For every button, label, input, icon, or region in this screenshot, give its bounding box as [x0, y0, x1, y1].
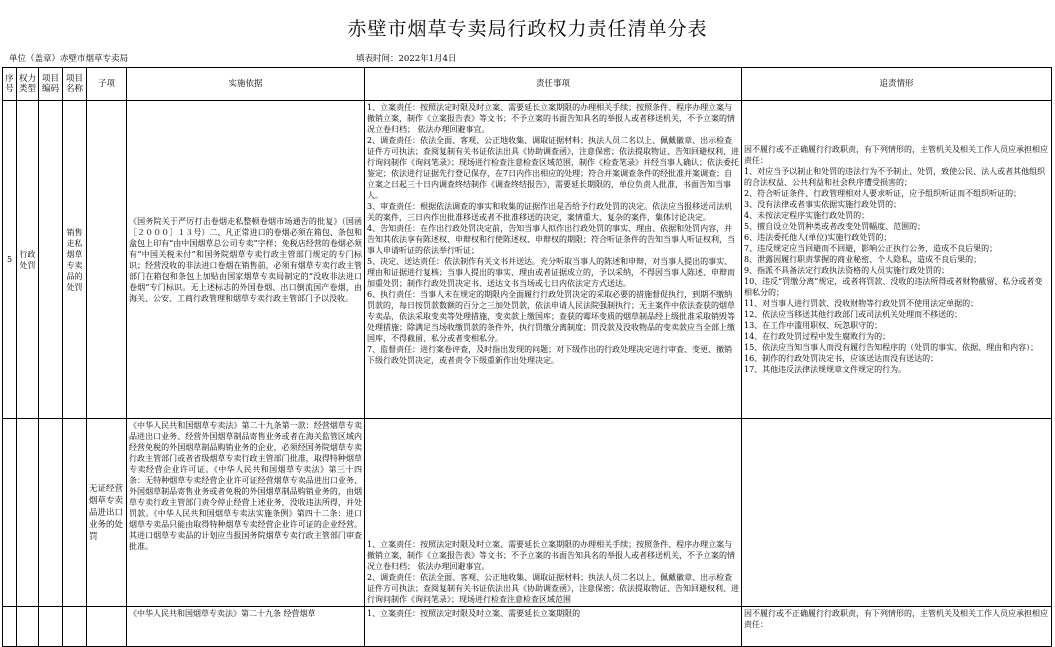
row-sub-item [87, 101, 127, 419]
row-basis: 《国务院关于严厉打击卷烟走私整顿卷烟市场通告的批复》（国函［２０００］１３号）二、凡正常进口的卷烟必须在箱包、条包和盒包上印有“由中国烟草总公司专卖”字样；免税店经营的卷烟必须有“中国关税未付”和国务院烟草专卖行政主管部门规定的专门标识；经营没收的非法进口卷烟在销售前，必须有烟草专卖行政主管部门在箱包和条包上加贴由国家烟草专卖局制定的“没收非法进口卷烟”专门标识。无上述标志的外国卷烟、出口倒流国产卷烟，由海关、公安、工商行政管理和烟草专卖行政主管部门予以没收。 [127, 101, 365, 419]
row-basis: 《中华人民共和国烟草专卖法》第二十九条 经营烟草 [127, 607, 365, 647]
date-label: 填表时间：2022年1月4日 [356, 54, 457, 64]
header-sub-item: 子项 [87, 68, 127, 101]
row-seq [3, 607, 17, 647]
table-row [3, 101, 1052, 419]
row-sub-item: 无证经营烟草专卖品进出口业务的处罚 [87, 419, 127, 607]
header-item-code: 项目编码 [39, 68, 63, 101]
table-row [3, 419, 1052, 607]
row-seq: 5 [3, 101, 17, 419]
header-basis: 实施依据 [127, 68, 365, 101]
row-item-name: 销售走私烟草专卖品的处罚 [63, 101, 87, 419]
duty-item: 1、立案责任：按照法定时限及时立案、需要延长立案期限的办理相关手续；按照条件、程序办理立案与撤销立案，制作《立案报告表》等文书；不予立案的书面告知具名的举报人或者移送机关，不予立案的情况立卷归档； 依法办理回避事宜。 [367, 103, 735, 134]
accountability-item: 10、违反“罚缴分离”规定，或者将罚款、没收的违法所得或者财物截留、私分或者变相私分的； [744, 277, 1043, 297]
duty-item: 2、调查责任：依法全面、客观、公正地收集、调取证据材料；执法人员二名以上、佩戴徽章、出示检查证件方可执法；查阅复制有关书证依法出具《协助调查函》，注意保密；依法提取物证、告知回避权利、进行询问制作《询问笔录》；现场进行检查注意检查区域范围 [367, 573, 739, 604]
header-accountability: 追责情形 [742, 68, 1052, 101]
row-sub-item [87, 607, 127, 647]
accountability-item: 12、依法应当移送其他行政部门或司法机关处理而不移送的； [744, 310, 963, 319]
row-accountability [742, 101, 1052, 419]
row-duties [365, 101, 742, 419]
duty-item: 6、执行责任：当事人未在规定的期限内全面履行行政处罚决定的采取必要的措施督促执行，到期不缴纳罚款的，每日按罚款数额的百分之三加处罚款，依法申请人民法院强制执行；无主案件中依法查获的烟草专卖品，依法采取变卖等处理措施，变卖款上缴国库；查获的霉坏变质的烟草制品经上级批准采取销毁等处理措施；除满足当场收缴罚款的条件外，执行罚缴分离制度；罚没款及没收物品的变卖款应当全部上缴国库，不得截留、私分或者变相私分。 [367, 290, 735, 343]
row-item-name [63, 607, 87, 647]
accountability-item: 13、在工作中滥用职权、玩忽职守的； [744, 321, 883, 330]
header-power-type: 权力类型 [17, 68, 39, 101]
row-power-type [17, 419, 39, 607]
header-row [3, 68, 1052, 101]
row-duties: 1、立案责任：按照法定时限及时立案、需要延长立案期限的 [365, 607, 742, 647]
row-seq [3, 419, 17, 607]
row-accountability [742, 419, 1052, 607]
row-item-code [39, 101, 63, 419]
row-power-type: 行政处罚 [17, 101, 39, 419]
accountability-item: 9、指派不具备法定行政执法资格的人员实施行政处罚的； [744, 266, 950, 275]
accountability-item: 8、泄露因履行职责掌握的商业秘密、个人隐私，造成不良后果的； [744, 255, 982, 264]
duty-item: 4、告知责任：在作出行政处罚决定前，告知当事人拟作出行政处罚的事实、理由、依据和处罚内容，并告知其依法享有陈述权、申辩权和行使陈述权、申辩权的期限；符合听证条件的告知当事人听证权利，当事人申请听证的依法举行听证； [367, 224, 735, 255]
row-basis: 《中华人民共和国烟草专卖法》第二十九条第一款：经营烟草专卖品进出口业务、经营外国烟草制品寄售业务或者在海关监管区域内经营免税的外国烟草制品购销业务的企业，必须经国务院烟草专卖行政主管部门或者省级烟草专卖行政主管部门批准，取得特种烟草专卖经营企业许可证。《中华人民共和国烟草专卖法》第三十四条：无特种烟草专卖经营企业许可证经营烟草专卖品进出口业务、外国烟草制品寄售业务或者免税的外国烟草制品购销业务的，由烟草专卖行政主管部门责令停止经营上述业务，没收违法所得，并处罚款。《中华人民共和国烟草专卖法实施条例》第四十二条：进口烟草专卖品只能由取得特种烟草专卖经营企业许可证的企业经营。其进口烟草专卖品的计划应当报国务院烟草专卖行政主管部门审查批准。 [127, 419, 365, 607]
duty-item: 1、立案责任：按照法定时限及时立案、需要延长立案期限的办理相关手续；按照条件、程序办理立案与撤销立案，制作《立案报告表》等文书；不予立案的书面告知具名的举报人或者移送机关，不予立案的情况立卷归档； 依法办理回避事宜。 [367, 540, 735, 571]
accountability-item: 3、没有法律或者事实依据实施行政处罚的； [744, 200, 902, 209]
row-duties [365, 419, 742, 607]
duty-item: 3、审查责任：根据依法调查的事实和收集的证据作出是否给予行政处罚的决定。依法应当报移送司法机关的案件，三日内作出批准移送或者不批准移送的决定，案情重大、复杂的案件，集体讨论决定。 [367, 202, 733, 222]
accountability-item: 14、在行政处罚过程中发生腐败行为的； [744, 332, 891, 341]
accountability-item: 5、擅自设立处罚种类或者改变处罚幅度、范围的； [744, 222, 926, 231]
document-title: 赤壁市烟草专卖局行政权力责任清单分表 [347, 18, 708, 40]
table-row [3, 607, 1052, 647]
accountability-item: 2、符合听证条件、行政管理相对人要求听证，应予组织听证而不组织听证的； [744, 189, 1022, 198]
header-seq: 序号 [3, 68, 17, 101]
row-item-code [39, 419, 63, 607]
duty-item: 2、调查责任：依法全面、客观、公正地收集、调取证据材料；执法人员二名以上、佩戴徽章、出示检查证件方可执法；查阅复制有关书证依法出具《协助调查函》，注意保密；依法提取物证、告知回避权利、进行询问制作《询问笔录》；现场进行检查注意检查区域范围，制作《检查笔录》并经当事人确认；依法委托鉴定；依法进行证据先行登记保存，在7日内作出相应的处理；符合并案调查条件的经批准并案调查；自立案之日起三十日内调查终结制作《调查终结报告》，需要延长期限的，单位负责人批准，书面告知当事人。 [367, 136, 739, 200]
accountability-item: 1、对应当予以制止和处罚的违法行为不予制止、处罚，致使公民、法人或者其他组织的合法权益、公共利益和社会秩序遭受损害的； [744, 167, 1046, 187]
duty-item: 7、监督责任：进行案卷评查，及时指出发现的问题；对下级作出的行政处理决定进行审查、变更、撤销下级行政处罚决定，或者责令下级重新作出处理决定。 [367, 345, 733, 365]
duty-item: 5、决定、送达责任：依法制作有关文书并送达。充分听取当事人的陈述和申辩，对当事人提出的事实、理由和证据进行复核；当事人提出的事实、理由或者证据成立的，予以采纳，不得因当事人陈述、申辩而加重处罚；制作行政处罚决定书、送达文书当场或七日内依法定方式送达。 [367, 257, 735, 288]
accountability-item: 4、未按法定程序实施行政处罚的； [744, 211, 870, 220]
accountability-item: 因不履行或不正确履行行政职责，有下列情形的，主管机关及相关工作人员应承担相应责任： [744, 145, 1048, 165]
unit-label: 单位（盖章）赤壁市烟草专卖局 [9, 54, 129, 64]
accountability-item: 16、制作的行政处罚决定书，应该送达而没有送达的； [744, 354, 939, 363]
header-duties: 责任事项 [365, 68, 742, 101]
header-item-name: 项目名称 [63, 68, 87, 101]
accountability-item: 17、其他违反法律法规规章文件规定的行为。 [744, 365, 907, 374]
responsibility-table [2, 67, 1052, 647]
row-item-code [39, 607, 63, 647]
row-accountability: 因不履行或不正确履行行政职责，有下列情形的，主管机关及相关工作人员应承担相应责任： [742, 607, 1052, 647]
accountability-item: 11、对当事人进行罚款、没收财物等行政处罚不使用法定单据的； [744, 299, 979, 308]
row-power-type [17, 607, 39, 647]
accountability-item: 7、违反规定应当回避而不回避，影响公正执行公务，造成不良后果的； [744, 244, 998, 253]
accountability-item: 15、依法应当知当事人而没有履行告知程序的（处罚的事实、依据、理由和内容）； [744, 343, 1039, 352]
accountability-item: 6、违法委托他人(单位)实施行政处罚的； [744, 233, 892, 242]
row-item-name [63, 419, 87, 607]
